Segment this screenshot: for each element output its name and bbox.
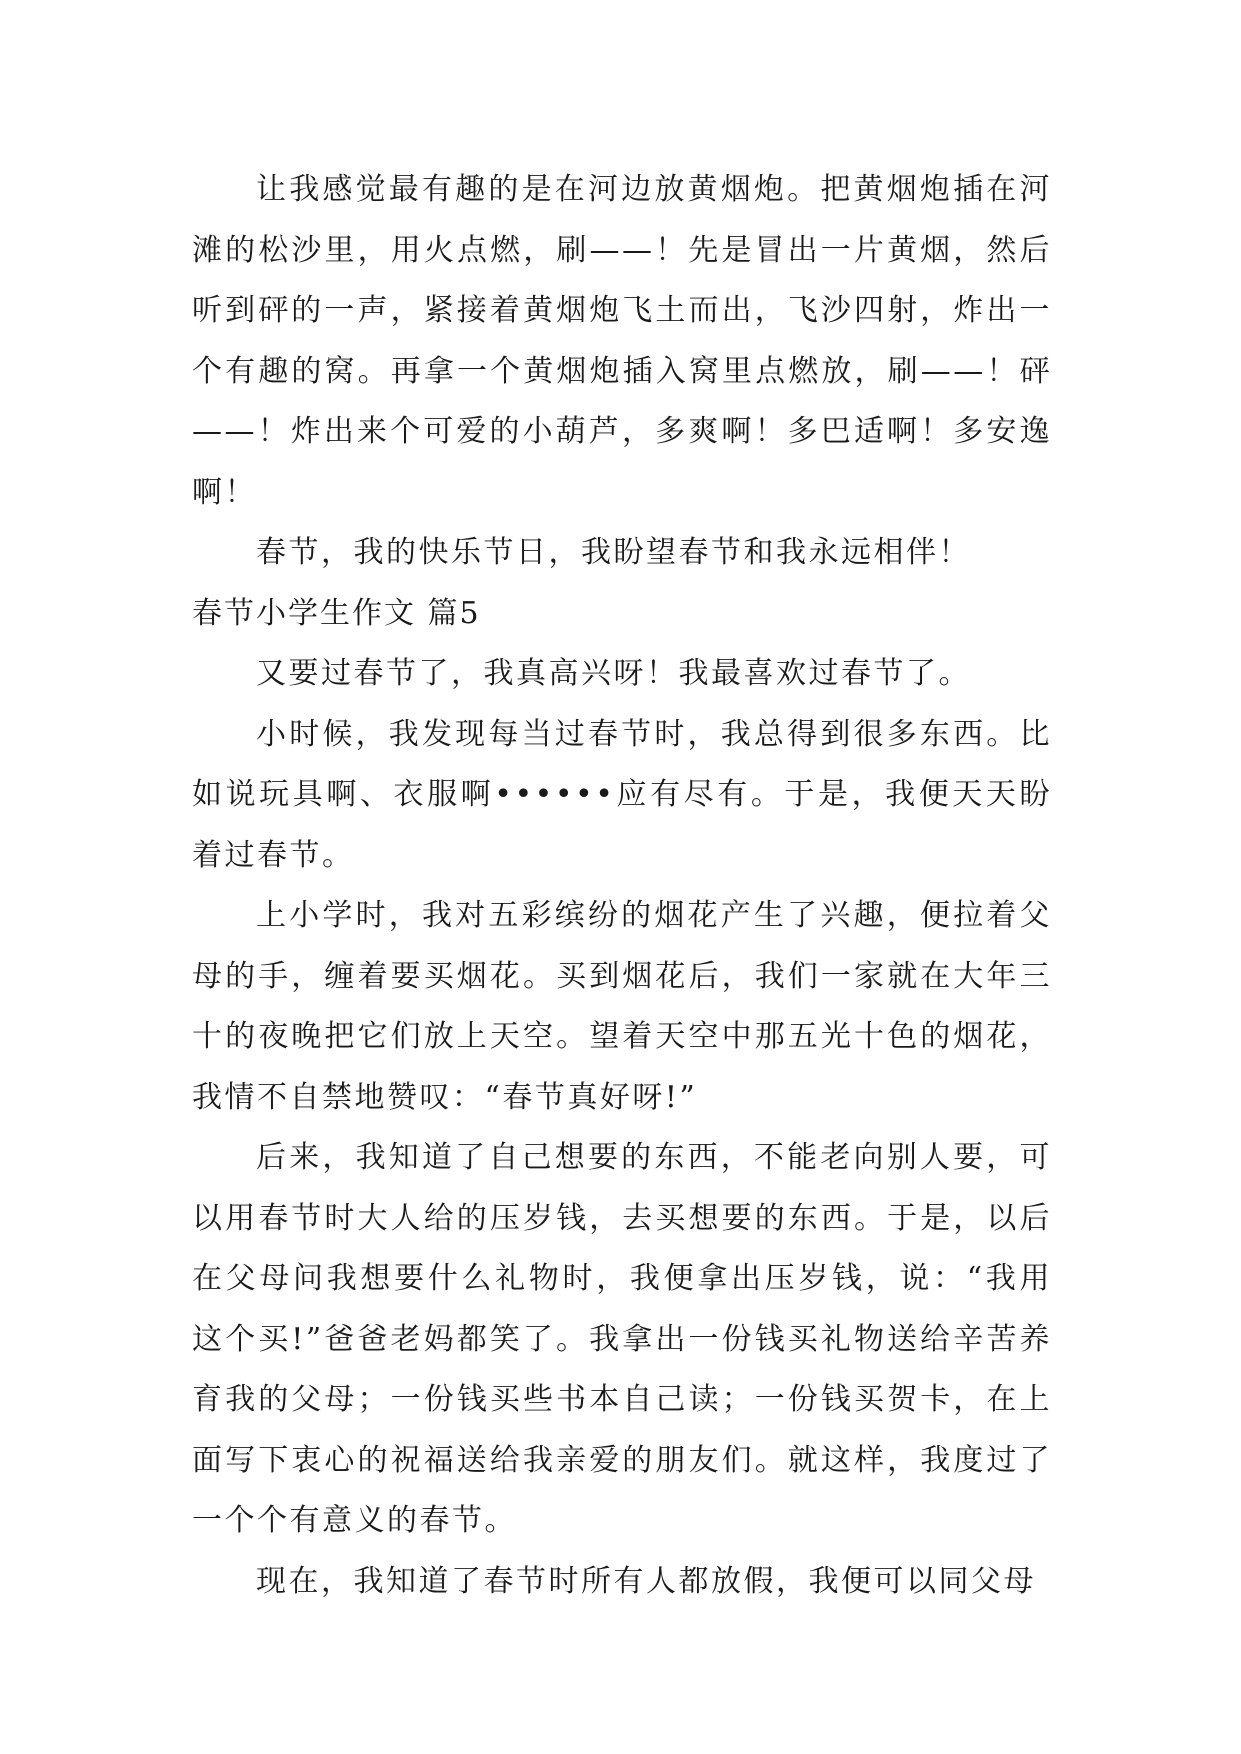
paragraph-spring-festival-again: 又要过春节了，我真高兴呀！我最喜欢过春节了。 bbox=[256, 656, 971, 691]
paragraph-childhood: 小时候，我发现每当过春节时，我总得到很多东西。比如说玩具啊、衣服啊••••••应有尽有。于是，我便天天盼着过春节。 bbox=[192, 716, 1052, 873]
section-heading: 春节小学生作文 篇5 bbox=[192, 595, 481, 631]
paragraph-happy-festival: 春节，我的快乐节日，我盼望春节和我永远相伴！ bbox=[256, 535, 971, 570]
document-body bbox=[192, 160, 1052, 1612]
paragraph-fireworks: 上小学时，我对五彩缤纷的烟花产生了兴趣，便拉着父母的手，缠着要买烟花。买到烟花后，我们一家就在大年三十的夜晚把它们放上天空。望着天空中那五光十色的烟花，我情不自禁地赞叹：“春节真好呀!” bbox=[192, 898, 1052, 1115]
paragraph-yellow-smoke-firecracker: 让我感觉最有趣的是在河边放黄烟炮。把黄烟炮插在河滩的松沙里，用火点燃，刷——！先是冒出一片黄烟，然后听到砰的一声，紧接着黄烟炮飞土而出，飞沙四射，炸出一个有趣的窝。再拿一个黄烟炮插入窝里点燃放，刷——！砰——！炸出来个可爱的小葫芦，多爽啊！多巴适啊！多安逸啊！ bbox=[192, 172, 1052, 510]
paragraph-now: 现在，我知道了春节时所有人都放假，我便可以同父母 bbox=[256, 1563, 1036, 1599]
paragraph-lucky-money: 后来，我知道了自己想要的东西，不能老向别人要，可以用春节时大人给的压岁钱，去买想要的东西。于是，以后在父母问我想要什么礼物时，我便拿出压岁钱，说：“我用这个买!”爸爸老妈都笑了。我拿出一份钱买礼物送给辛苦养育我的父母；一份钱买些书本自己读；一份钱买贺卡，在上面写下衷心的祝福送给我亲爱的朋友们。就这样，我度过了一个个有意义的春节。 bbox=[192, 1140, 1052, 1538]
